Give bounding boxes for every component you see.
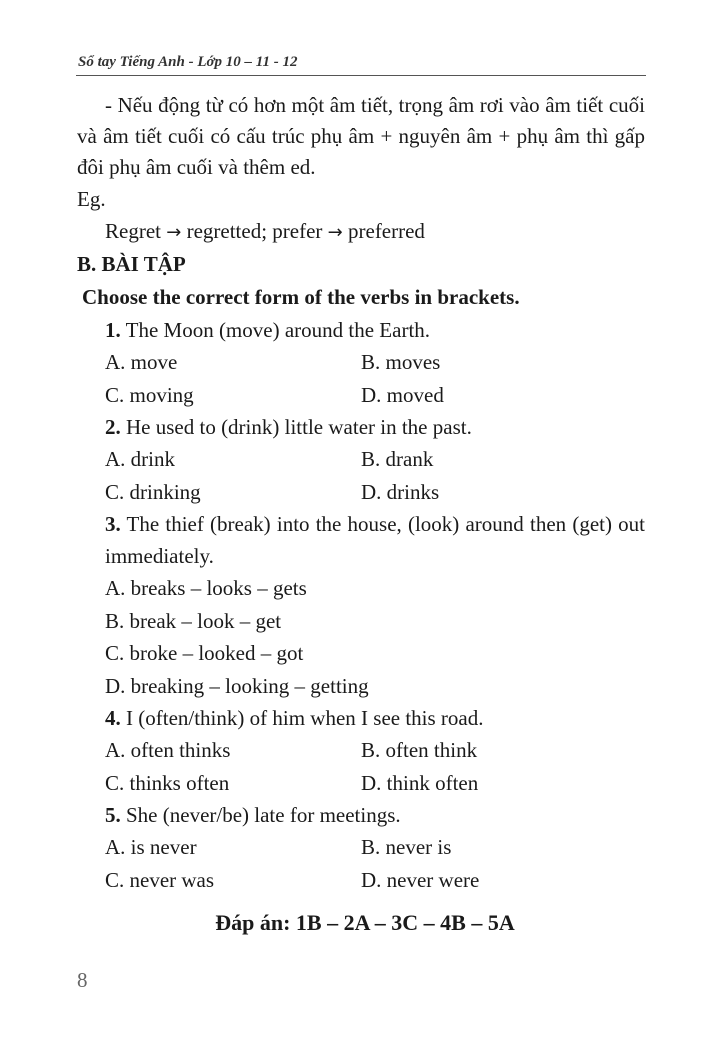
option-a: A. drink bbox=[105, 447, 175, 471]
option-d: D. drinks bbox=[361, 479, 440, 504]
question-number: 2. bbox=[105, 415, 121, 439]
options-row bbox=[77, 443, 645, 476]
option-b: B. often think bbox=[361, 738, 478, 762]
question-text: The thief (break) into the house, (look) around then (get) out immediately. bbox=[105, 512, 645, 568]
option-c: C. broke – looked – got bbox=[105, 641, 304, 665]
arrow-icon: → bbox=[327, 222, 343, 243]
question-number: 5. bbox=[105, 803, 121, 827]
rule-paragraph: - Nếu động từ có hơn một âm tiết, trọng âm rơi vào âm tiết cuối và âm tiết cuối có cấu trúc phụ âm + nguyên âm + phụ âm thì gấp đôi phụ âm cuối và thêm ed. bbox=[77, 93, 645, 179]
options-row bbox=[77, 831, 645, 864]
arrow-icon: → bbox=[166, 222, 182, 243]
question-1 bbox=[77, 314, 645, 346]
page-content bbox=[77, 90, 645, 940]
question-text: He used to (drink) little water in the past. bbox=[120, 415, 472, 439]
example-line bbox=[77, 215, 645, 247]
question-text: The Moon (move) around the Earth. bbox=[120, 318, 431, 342]
option-c: C. moving bbox=[105, 382, 194, 407]
question-4 bbox=[77, 702, 645, 734]
options-row bbox=[77, 476, 645, 509]
option-d: D. think often bbox=[361, 770, 479, 795]
question-number: 3. bbox=[105, 512, 121, 536]
options-row bbox=[77, 864, 645, 897]
question-5 bbox=[77, 799, 645, 831]
instruction: Choose the correct form of the verbs in brackets. bbox=[82, 285, 520, 309]
option-d: D. never were bbox=[361, 867, 480, 892]
page-number: 8 bbox=[77, 968, 88, 992]
question-number: 1. bbox=[105, 318, 121, 342]
options-row bbox=[77, 346, 645, 379]
section-title: B. BÀI TẬP bbox=[77, 252, 186, 276]
question-3 bbox=[77, 508, 645, 572]
options-row bbox=[77, 734, 645, 767]
running-header: Sổ tay Tiếng Anh - Lớp 10 – 11 - 12 bbox=[78, 54, 298, 70]
option-c: C. drinking bbox=[105, 479, 201, 504]
answer-key: Đáp án: 1B – 2A – 3C – 4B – 5A bbox=[215, 910, 515, 935]
header-divider bbox=[76, 75, 646, 76]
example-1-result: regretted; bbox=[186, 219, 268, 243]
options-row bbox=[77, 767, 645, 800]
option-a: A. breaks – looks – gets bbox=[105, 576, 307, 600]
question-text: I (often/think) of him when I see this road. bbox=[120, 706, 484, 730]
question-text: She (never/be) late for meetings. bbox=[120, 803, 401, 827]
option-a: A. move bbox=[105, 350, 178, 374]
option-d: D. moved bbox=[361, 382, 444, 407]
eg-label: Eg. bbox=[77, 187, 106, 211]
example-1-base: Regret bbox=[105, 219, 161, 243]
option-b: B. moves bbox=[361, 350, 441, 374]
question-2 bbox=[77, 411, 645, 443]
example-2-result: preferred bbox=[348, 219, 425, 243]
example-2-base: prefer bbox=[272, 219, 323, 243]
question-number: 4. bbox=[105, 706, 121, 730]
option-a: A. often thinks bbox=[105, 738, 231, 762]
option-a: A. is never bbox=[105, 835, 197, 859]
option-b: B. break – look – get bbox=[105, 608, 282, 633]
option-c: C. never was bbox=[105, 867, 215, 892]
option-b: B. never is bbox=[361, 835, 452, 859]
option-c: C. thinks often bbox=[105, 770, 230, 795]
options-row bbox=[77, 379, 645, 412]
option-d: D. breaking – looking – getting bbox=[105, 673, 369, 698]
option-b: B. drank bbox=[361, 447, 434, 471]
